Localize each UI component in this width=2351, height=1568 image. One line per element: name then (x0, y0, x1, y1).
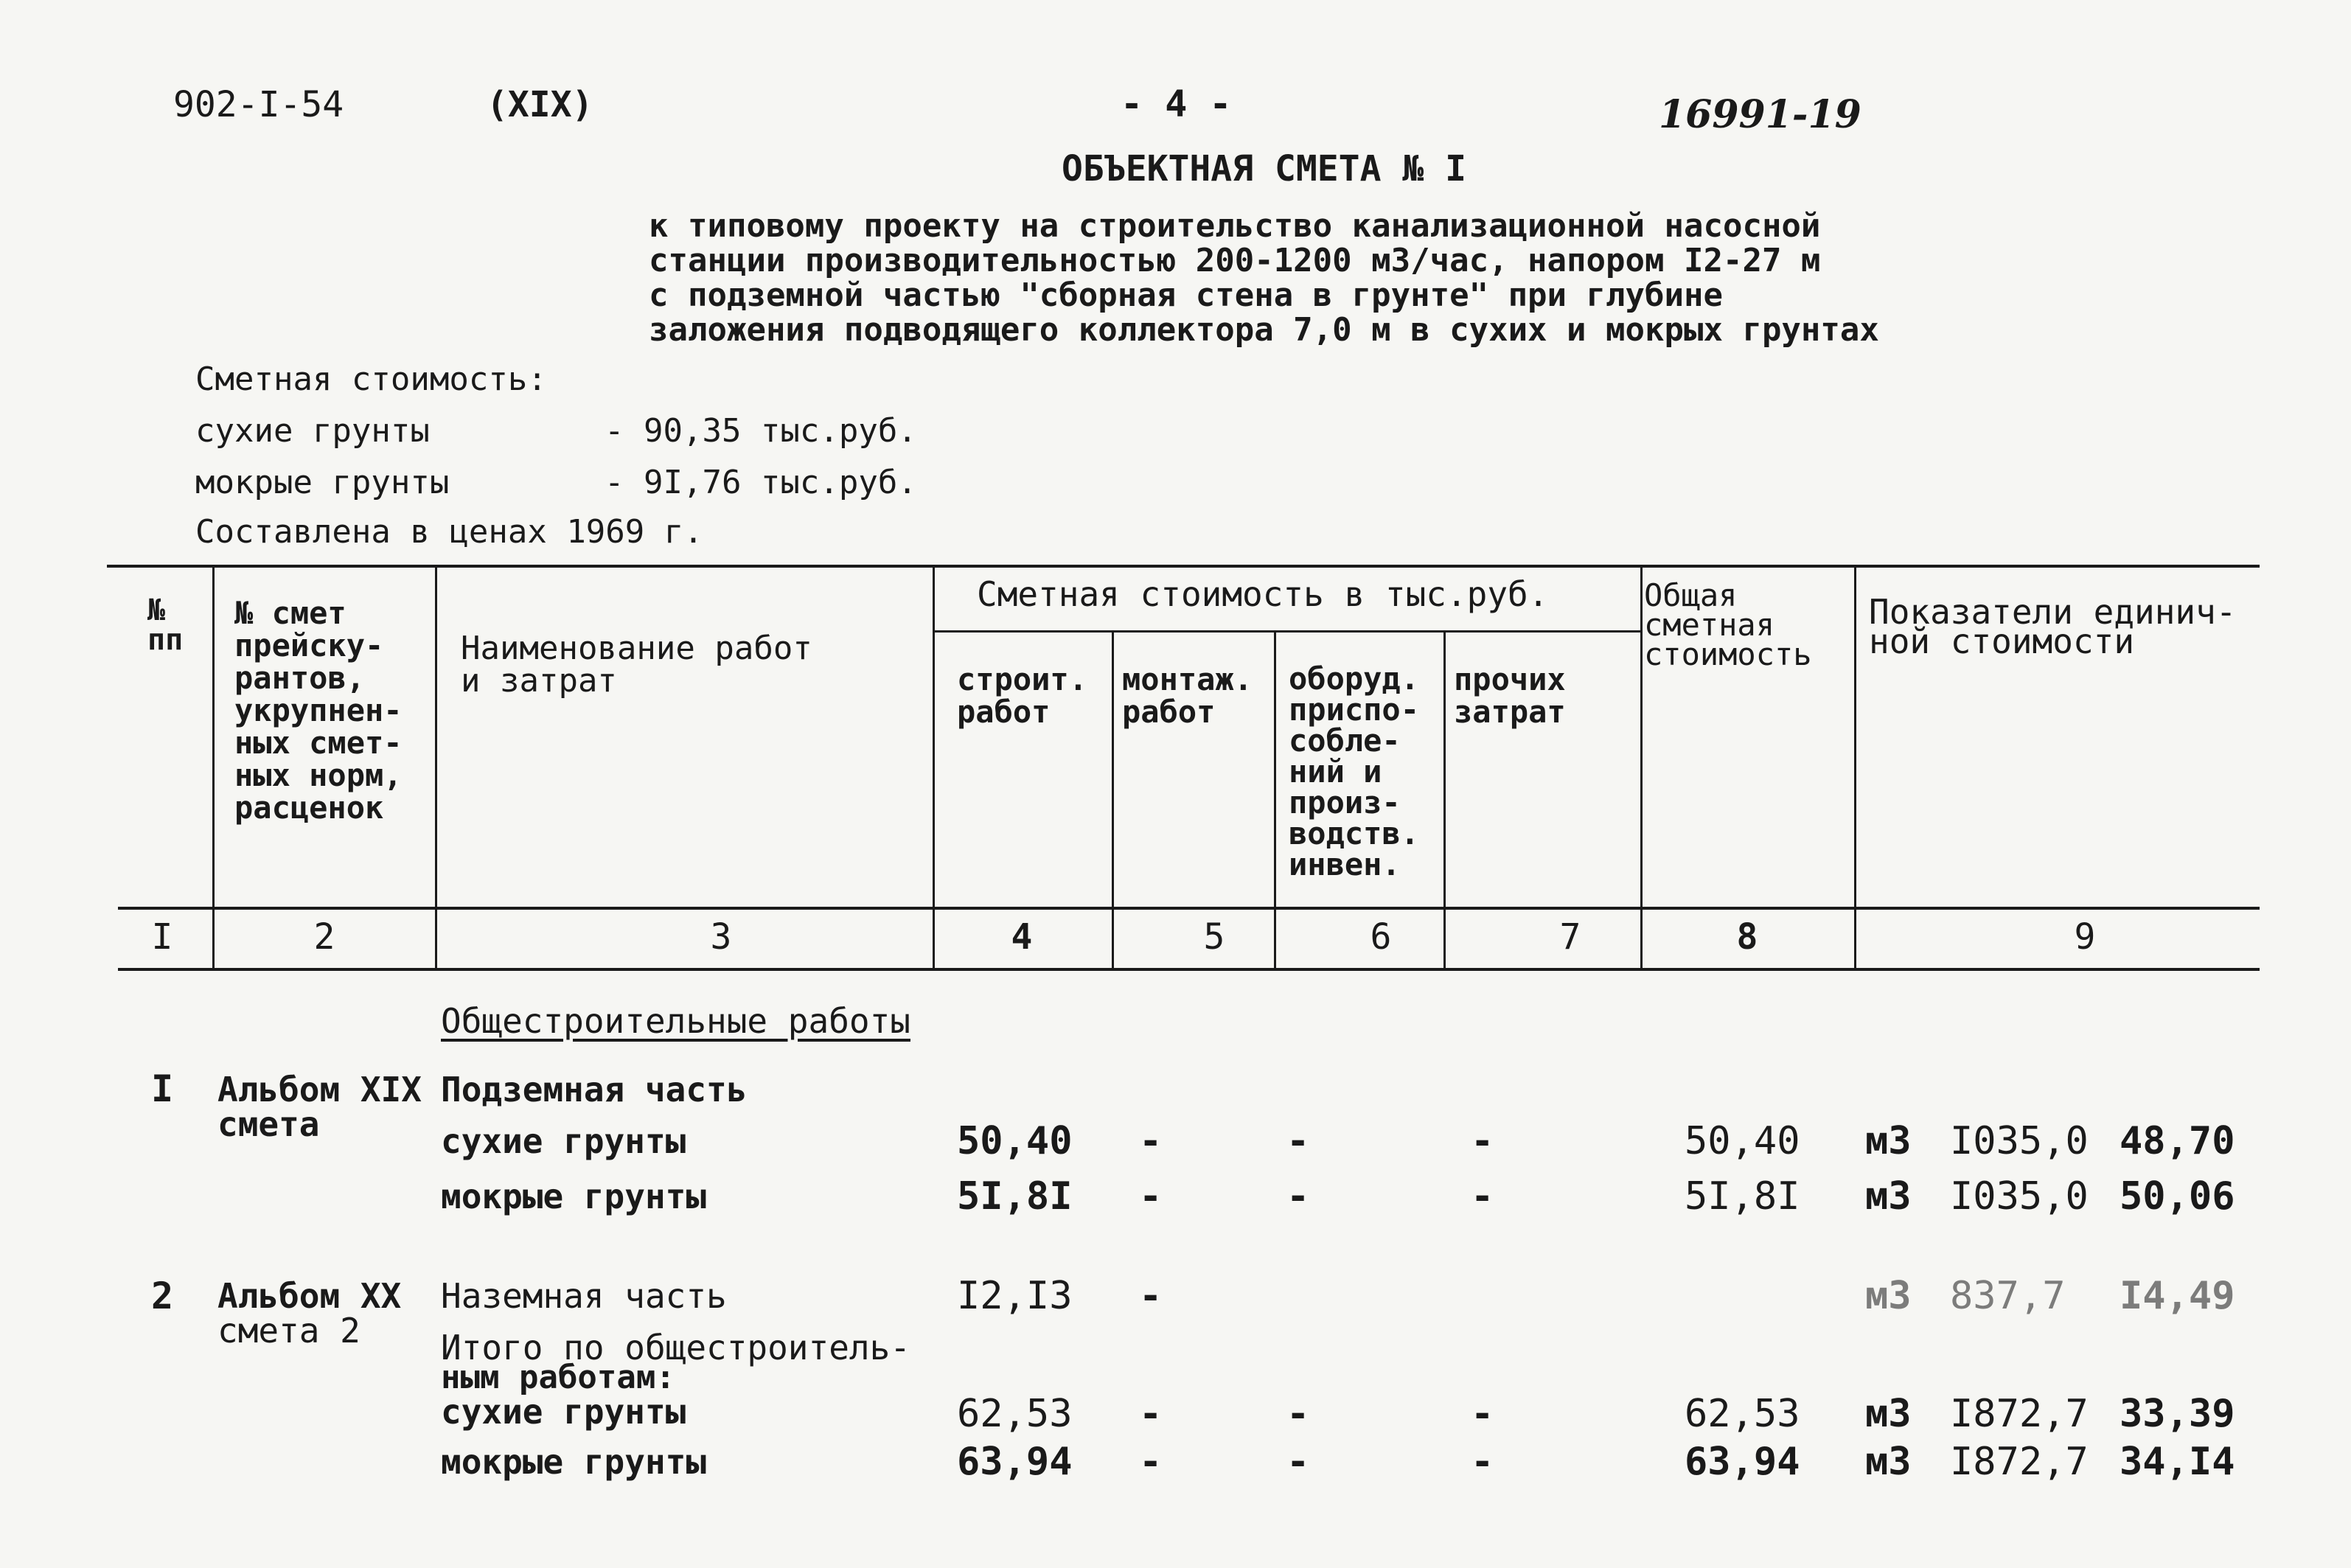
header-work-name: Наименование работ и затрат (461, 630, 812, 700)
total-wet-other: - (1471, 1440, 1494, 1484)
total-dry-installation: - (1139, 1392, 1163, 1436)
total-wet-unit: м3 (1865, 1440, 1912, 1484)
handwritten-stamp: 16991-19 (1659, 92, 1861, 137)
total-wet-installation: - (1139, 1440, 1163, 1484)
col-divider-8 (1854, 565, 1856, 968)
row2-number: 2 (151, 1275, 174, 1317)
subtitle-line-2: станции производительностью 200-1200 м3/час, напором I2-27 м (649, 242, 1821, 279)
row1-wet-construction: 5I,8I (957, 1174, 1073, 1219)
row1-dry-label: сухие грунты (441, 1121, 686, 1161)
row1-dry-installation: - (1139, 1119, 1163, 1163)
document-title: ОБЪЕКТНАЯ СМЕТА № I (1062, 148, 1467, 189)
colnum-3: 3 (710, 916, 732, 958)
colnum-4: 4 (1011, 916, 1033, 958)
col-divider-5 (1274, 633, 1276, 968)
total-wet-total: 63,94 (1685, 1440, 1800, 1484)
row2-quantity: 837,7 (1950, 1274, 2066, 1318)
header-total-cost: Общая сметная стоимость (1644, 577, 1812, 672)
row1-wet-label: мокрые грунты (441, 1177, 707, 1216)
colnum-5: 5 (1203, 916, 1225, 958)
row1-ref-line2: смета (217, 1104, 320, 1144)
header-unit-indicators: Показатели единич- ной стоимости (1869, 592, 2237, 661)
header-row-number: № пп (147, 593, 184, 657)
total-dry-construction: 62,53 (957, 1392, 1073, 1436)
total-dry-label: сухие грунты (441, 1392, 686, 1432)
colnum-6: 6 (1370, 916, 1392, 958)
header-estimate-refs: № смет прейску- рантов, укрупнен- ных смет- ных норм, расценок (234, 595, 403, 826)
row1-wet-unit-cost: 50,06 (2120, 1174, 2235, 1219)
wet-soil-label: мокрые грунты (195, 464, 450, 501)
subtitle-line-4: заложения подводящего коллектора 7,0 м в сухих и мокрых грунтах (649, 311, 1879, 349)
subtitle-line-1: к типовому проекту на строительство канализационной насосной (649, 207, 1821, 245)
row1-wet-quantity: I035,0 (1950, 1174, 2089, 1219)
row1-wet-installation: - (1139, 1174, 1163, 1219)
row1-ref-line1: Альбом XIX (217, 1070, 422, 1109)
cost-label: Сметная стоимость: (195, 360, 547, 398)
row1-dry-unit-cost: 48,70 (2120, 1119, 2235, 1163)
col-divider-3 (933, 565, 935, 968)
total-dry-quantity: I872,7 (1950, 1392, 2089, 1436)
header-other-costs: прочих затрат (1454, 661, 1566, 730)
colnum-bottom-rule (118, 968, 2260, 971)
total-dry-equipment: - (1286, 1392, 1310, 1436)
document-code: 902-I-54 (173, 84, 344, 125)
row2-ref-line2: смета 2 (217, 1311, 361, 1351)
wet-soil-value: - 9I,76 тыс.руб. (605, 464, 917, 501)
total-wet-unit-cost: 34,I4 (2120, 1440, 2235, 1484)
roman-numeral: (XIX) (487, 84, 593, 125)
row1-wet-total: 5I,8I (1685, 1174, 1800, 1219)
row1-name: Подземная часть (441, 1070, 748, 1109)
colnum-8: 8 (1736, 916, 1758, 958)
row1-dry-quantity: I035,0 (1950, 1119, 2089, 1163)
group-header-rule (933, 630, 1640, 633)
total-dry-total: 62,53 (1685, 1392, 1800, 1436)
section-title: Общестроительные работы (441, 1001, 910, 1041)
header-installation-works: монтаж. работ (1122, 661, 1253, 730)
row1-dry-unit: м3 (1865, 1119, 1912, 1163)
col-divider-4 (1112, 633, 1114, 968)
colnum-7: 7 (1559, 916, 1581, 958)
table-top-rule (107, 565, 2260, 568)
colnum-2: 2 (313, 916, 335, 958)
row1-dry-other: - (1471, 1119, 1494, 1163)
total-wet-label: мокрые грунты (441, 1442, 707, 1482)
colnum-1: I (151, 916, 173, 958)
header-equipment: оборуд. приспо- собле- ний и произ- водств. инвен. (1289, 661, 1420, 882)
total-dry-unit-cost: 33,39 (2120, 1392, 2235, 1436)
col-divider-2 (435, 565, 437, 968)
col-divider-1 (212, 565, 215, 968)
row1-wet-unit: м3 (1865, 1174, 1912, 1219)
row2-construction: I2,I3 (957, 1274, 1073, 1318)
row1-dry-equipment: - (1286, 1119, 1310, 1163)
subtitle-line-3: с подземной частью "сборная стена в грунте" при глубине (649, 276, 1723, 314)
total-wet-construction: 63,94 (957, 1440, 1073, 1484)
dry-soil-label: сухие грунты (195, 412, 430, 450)
row1-number: I (151, 1067, 174, 1110)
row2-ref-line1: Альбом XX (217, 1276, 402, 1316)
header-cost-group: Сметная стоимость в тыс.руб. (977, 574, 1549, 614)
header-bottom-rule (118, 907, 2260, 910)
colnum-9: 9 (2074, 916, 2096, 958)
total-wet-quantity: I872,7 (1950, 1440, 2089, 1484)
row1-wet-other: - (1471, 1174, 1494, 1219)
price-basis: Составлена в ценах 1969 г. (195, 513, 703, 551)
row2-name: Наземная часть (441, 1276, 727, 1316)
dry-soil-value: - 90,35 тыс.руб. (605, 412, 917, 450)
row2-unit: м3 (1865, 1274, 1912, 1318)
row1-wet-equipment: - (1286, 1174, 1310, 1219)
total-line2: ным работам: (441, 1359, 675, 1396)
row2-installation: - (1139, 1274, 1163, 1318)
total-dry-other: - (1471, 1392, 1494, 1436)
row1-dry-total: 50,40 (1685, 1119, 1800, 1163)
row1-dry-construction: 50,40 (957, 1119, 1073, 1163)
col-divider-7 (1640, 565, 1643, 968)
page-number: - 4 - (1121, 83, 1232, 125)
header-construction-works: строит. работ (957, 661, 1088, 730)
row2-unit-cost: I4,49 (2120, 1274, 2235, 1318)
col-divider-6 (1443, 633, 1446, 968)
total-dry-unit: м3 (1865, 1392, 1912, 1436)
total-wet-equipment: - (1286, 1440, 1310, 1484)
total-line1: Итого по общестроитель- (441, 1328, 910, 1367)
